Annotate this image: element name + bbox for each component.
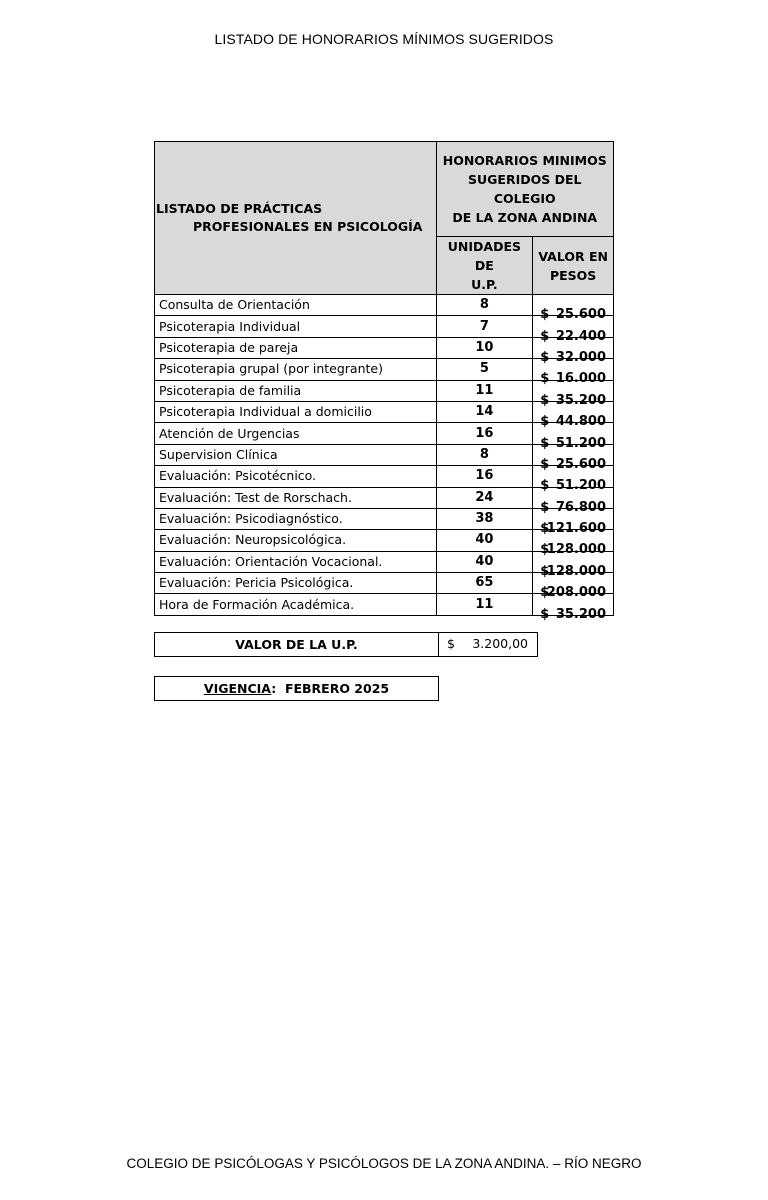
practice-value: 51.200 <box>555 478 606 494</box>
practice-value: 121.600 <box>546 521 606 537</box>
up-label: VALOR DE LA U.P. <box>155 633 439 657</box>
practice-value: 32.000 <box>555 349 606 365</box>
practice-value-cell <box>533 444 614 472</box>
practice-value-cell <box>533 487 614 515</box>
practice-units: 8 <box>436 295 533 316</box>
practice-name: Evaluación: Psicodiagnóstico. <box>155 508 437 529</box>
practice-units: 38 <box>436 508 533 529</box>
practice-units: 5 <box>436 359 533 380</box>
practice-name: Atención de Urgencias <box>155 423 437 444</box>
up-value: 3.200,00 <box>472 636 528 651</box>
table-row <box>155 487 614 508</box>
header-fees-line3: DE LA ZONA ANDINA <box>452 210 598 225</box>
table-row <box>155 508 614 529</box>
practice-units: 11 <box>436 594 533 615</box>
vigencia-value: FEBRERO 2025 <box>284 681 390 696</box>
practice-value: 35.200 <box>555 392 606 408</box>
practice-value: 22.400 <box>555 328 606 344</box>
practice-units: 10 <box>436 337 533 358</box>
practice-name: Evaluación: Test de Rorschach. <box>155 487 437 508</box>
practice-value: 128.000 <box>546 563 606 579</box>
practice-value-cell <box>533 551 614 579</box>
fees-table <box>154 141 614 622</box>
practice-name: Evaluación: Orientación Vocacional. <box>155 551 437 572</box>
practice-value-cell <box>533 466 614 494</box>
currency-symbol: $ <box>540 542 550 558</box>
practice-value-cell <box>533 530 614 558</box>
practice-name: Psicoterapia de familia <box>155 380 437 401</box>
practice-units: 16 <box>436 466 533 487</box>
header-value-line2: PESOS <box>549 267 597 283</box>
practice-value: 35.200 <box>555 606 606 622</box>
currency-symbol: $ <box>540 328 550 344</box>
practice-value-cell <box>533 423 614 451</box>
header-practices-line2: PROFESIONALES EN PSICOLOGÍA <box>193 219 423 234</box>
currency-symbol: $ <box>540 392 550 408</box>
practice-value: 208.000 <box>546 585 606 601</box>
practice-units: 14 <box>436 401 533 422</box>
table-row <box>155 423 614 444</box>
currency-symbol: $ <box>540 435 550 451</box>
header-fees <box>436 142 614 237</box>
vigencia-cell <box>155 677 439 701</box>
practice-value: 51.200 <box>555 435 606 451</box>
practice-name: Psicoterapia Individual <box>155 316 437 337</box>
practice-name: Psicoterapia de pareja <box>155 337 437 358</box>
vigencia-table <box>154 676 439 701</box>
table-row <box>155 444 614 465</box>
practice-name: Evaluación: Neuropsicológica. <box>155 530 437 551</box>
table-row <box>155 594 614 615</box>
currency-symbol: $ <box>540 499 550 515</box>
practice-value-cell <box>533 295 614 323</box>
practice-value-cell <box>533 380 614 408</box>
practice-value: 16.000 <box>555 371 606 387</box>
practice-value-cell <box>533 594 614 622</box>
table-row <box>155 316 614 337</box>
practice-units: 16 <box>436 423 533 444</box>
table-row <box>155 551 614 572</box>
table-row <box>155 295 614 316</box>
currency-symbol: $ <box>540 349 550 365</box>
up-value-cell <box>439 633 538 657</box>
table-row <box>155 530 614 551</box>
practice-name: Evaluación: Psicotécnico. <box>155 466 437 487</box>
up-value-table <box>154 632 538 657</box>
practice-value: 128.000 <box>546 542 606 558</box>
currency-symbol: $ <box>540 456 550 472</box>
vigencia-separator: : <box>271 681 277 696</box>
practice-units: 40 <box>436 530 533 551</box>
practice-units: 65 <box>436 573 533 594</box>
header-units-line2: U.P. <box>471 277 498 292</box>
practice-name: Consulta de Orientación <box>155 295 437 316</box>
page-title: LISTADO DE HONORARIOS MÍNIMOS SUGERIDOS <box>214 31 554 47</box>
practice-units: 24 <box>436 487 533 508</box>
currency-symbol: $ <box>540 478 550 494</box>
header-value <box>533 237 614 295</box>
currency-symbol: $ <box>540 371 550 387</box>
practice-value-cell <box>533 337 614 365</box>
currency-symbol: $ <box>540 563 550 579</box>
vigencia-label: VIGENCIA <box>203 681 272 696</box>
header-practices <box>155 142 437 295</box>
table-row <box>155 401 614 422</box>
currency-symbol: $ <box>540 585 550 601</box>
footer: COLEGIO DE PSICÓLOGAS Y PSICÓLOGOS DE LA ZONA ANDINA. – RÍO NEGRO <box>126 1156 642 1171</box>
practice-units: 8 <box>436 444 533 465</box>
currency-symbol: $ <box>540 307 550 323</box>
currency-symbol: $ <box>540 606 550 622</box>
practice-name: Evaluación: Pericia Psicológica. <box>155 573 437 594</box>
fees-body <box>155 295 614 622</box>
practice-units: 11 <box>436 380 533 401</box>
practice-value: 25.600 <box>555 456 606 472</box>
practice-units: 7 <box>436 316 533 337</box>
header-value-line1: VALOR EN <box>538 248 608 264</box>
table-row <box>155 380 614 401</box>
practice-value: 25.600 <box>555 307 606 323</box>
header-units <box>436 237 533 295</box>
practice-name: Psicoterapia Individual a domicilio <box>155 401 437 422</box>
table-row <box>155 359 614 380</box>
currency-symbol: $ <box>540 414 550 430</box>
header-units-line1: UNIDADES DE <box>447 239 521 273</box>
table-row <box>155 466 614 487</box>
currency-symbol: $ <box>540 521 550 537</box>
table-row <box>155 337 614 358</box>
practice-value-cell <box>533 508 614 537</box>
practice-name: Supervision Clínica <box>155 444 437 465</box>
table-row <box>155 573 614 594</box>
practice-value-cell <box>533 401 614 430</box>
header-fees-line2: SUGERIDOS DEL COLEGIO <box>468 172 582 206</box>
practice-value-cell <box>533 316 614 344</box>
practice-value-cell <box>533 359 614 387</box>
practice-name: Hora de Formación Académica. <box>155 594 437 615</box>
header-practices-line1: LISTADO DE PRÁCTICAS <box>156 201 323 216</box>
header-fees-line1: HONORARIOS MINIMOS <box>442 153 607 168</box>
practice-value-cell <box>533 573 614 601</box>
practice-value: 76.800 <box>555 499 606 515</box>
practice-units: 40 <box>436 551 533 572</box>
up-currency: $ <box>447 636 455 651</box>
practice-value: 44.800 <box>555 414 606 430</box>
practice-name: Psicoterapia grupal (por integrante) <box>155 359 437 380</box>
